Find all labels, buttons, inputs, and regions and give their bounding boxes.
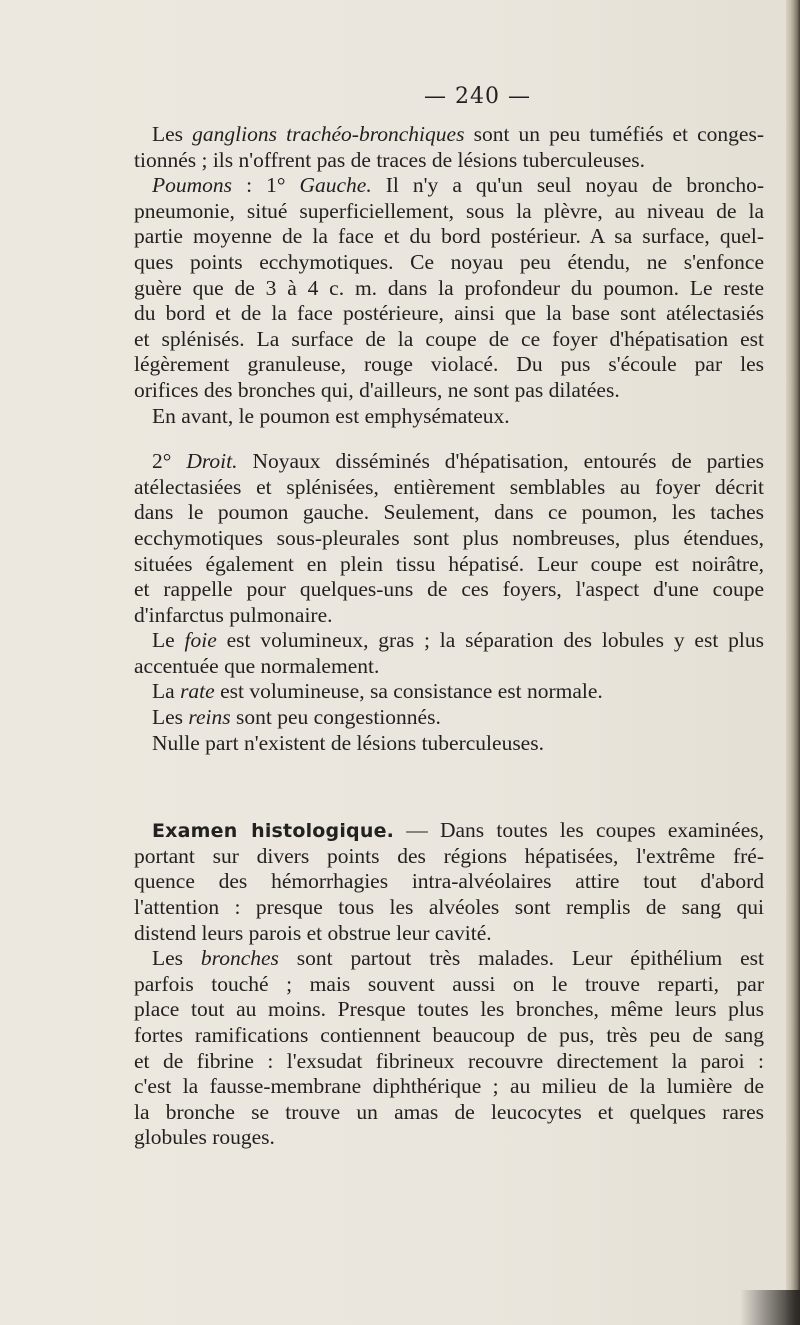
- text-line: et splénisés. La surface de la coupe de ce foyer d'hépatisation est: [134, 326, 764, 351]
- text-line: et rappelle pour quelques-uns de ces foyers, l'aspect d'une coupe: [134, 577, 764, 602]
- text-run: sont partout très malades. Leur épithélium est: [278, 946, 764, 971]
- italic-term: reins: [188, 705, 231, 730]
- paragraph-first-line: [134, 122, 764, 148]
- text-line: orifices des bronches qui, d'ailleurs, ne sont pas dilatées.: [134, 377, 620, 402]
- paragraph-first-line: [134, 818, 764, 844]
- text-line: situées également en plein tissu hépatisé. Leur coupe est noirâtre,: [134, 551, 764, 576]
- text-run: sont un peu tuméfiés et conges-: [464, 122, 764, 146]
- text-run: : 1°: [232, 173, 300, 198]
- text-run: sont peu congestionnés.: [230, 705, 441, 730]
- text-line: partie moyenne de la face et du bord postérieur. A sa surface, quel-: [134, 224, 764, 249]
- italic-term: foie: [184, 628, 217, 653]
- text-line: parfois touché ; mais souvent aussi on le trouve reparti, par: [134, 971, 764, 996]
- text-line: globules rouges.: [134, 1125, 275, 1150]
- italic-term: bronches: [200, 946, 279, 971]
- italic-term: Droit.: [186, 449, 238, 474]
- text-line: ecchymotiques sous-pleurales sont plus nombreuses, plus étendues,: [134, 525, 764, 550]
- text-line: place tout au moins. Presque toutes les bronches, même leurs plus: [134, 997, 764, 1022]
- text-run: Les: [152, 122, 193, 146]
- text-run: Nulle part n'existent de lésions tuberculeuses.: [152, 730, 544, 755]
- text-run: Noyaux disséminés d'hépatisation, entourés de parties: [237, 449, 764, 474]
- text-line: atélectasiées et splénisées, entièrement semblables au foyer décrit: [134, 474, 764, 499]
- text-line: l'attention : presque tous les alvéoles sont remplis de sang qui: [134, 895, 764, 920]
- paragraph-gap: [134, 429, 764, 449]
- text-run: Les: [152, 946, 201, 971]
- text-line: portant sur divers points des régions hépatisées, l'extrême fré-: [134, 843, 764, 868]
- text-run: Le: [152, 628, 185, 653]
- paragraph-first-line: [134, 173, 764, 199]
- italic-term: rate: [180, 679, 215, 704]
- text-line: c'est la fausse-membrane diphthérique ; au milieu de la lumière de: [134, 1074, 764, 1099]
- text-run: — Dans toutes les coupes examinées,: [394, 818, 764, 843]
- paragraph-first-line: [134, 449, 764, 475]
- text-run: est volumineux, gras ; la séparation des lobules y est plus: [216, 628, 764, 653]
- section-gap: [134, 756, 764, 818]
- text-line: fortes ramifications contiennent beaucoup de pus, très peu de sang: [134, 1023, 764, 1047]
- text-run: Les: [152, 705, 189, 730]
- text-line: d'infarctus pulmonaire.: [134, 602, 333, 627]
- page-number: — 240 —: [424, 84, 531, 109]
- text-line: du bord et de la face postérieure, ainsi que la base sont atélectasiés: [134, 301, 764, 326]
- italic-term: Gauche.: [299, 173, 372, 198]
- text-line: légèrement granuleuse, rouge violacé. Du pus s'écoule par les: [134, 352, 764, 377]
- paragraph-first-line: [134, 679, 764, 705]
- body-text: [134, 122, 764, 1151]
- text-run: 2°: [152, 449, 187, 474]
- text-run: En avant, le poumon est emphysémateux.: [152, 403, 510, 428]
- paragraph-first-line: [134, 731, 764, 757]
- text-line: accentuée que normalement.: [134, 653, 380, 678]
- paragraph-first-line: [134, 628, 764, 654]
- text-line: dans le poumon gauche. Seulement, dans ce poumon, les taches: [134, 500, 764, 525]
- text-line: distend leurs parois et obstrue leur cavité.: [134, 920, 492, 945]
- italic-term: ganglions trachéo-bronchiques: [192, 122, 465, 146]
- text-run: Il n'y a qu'un seul noyau de broncho-: [371, 173, 764, 198]
- page-edge-shadow: [786, 0, 800, 1325]
- text-line: la bronche se trouve un amas de leucocytes et quelques rares: [134, 1099, 764, 1124]
- text-line: ques points ecchymotiques. Ce noyau peu étendu, ne s'enfonce: [134, 249, 764, 274]
- text-line: tionnés ; ils n'offrent pas de traces de lésions tuberculeuses.: [134, 147, 645, 172]
- text-run: La: [152, 679, 181, 704]
- text-line: guère que de 3 à 4 c. m. dans la profondeur du poumon. Le reste: [134, 275, 764, 300]
- italic-term: Poumons: [152, 173, 233, 198]
- text-line: quence des hémorrhagies intra-alvéolaires attire tout d'abord: [134, 869, 764, 894]
- text-line: et de fibrine : l'exsudat fibrineux recouvre directement la paroi :: [134, 1048, 764, 1073]
- text-line: pneumonie, situé superficiellement, sous la plèvre, au niveau de la: [134, 198, 764, 223]
- page-corner-shadow: [740, 1290, 800, 1325]
- section-heading: Examen histologique.: [152, 820, 395, 843]
- paragraph-first-line: [134, 946, 764, 972]
- paragraph-first-line: [134, 705, 764, 731]
- paragraph-first-line: [134, 404, 764, 430]
- text-run: est volumineuse, sa consistance est normale.: [214, 679, 603, 704]
